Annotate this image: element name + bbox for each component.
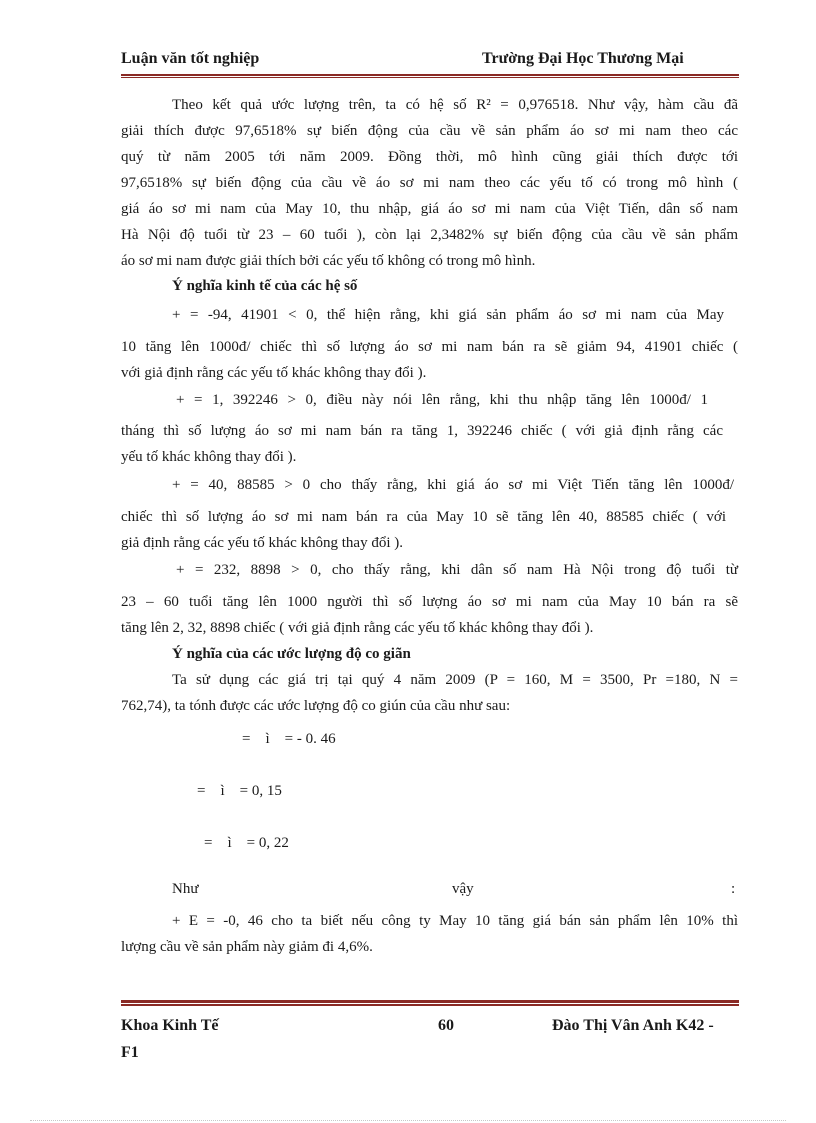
para1-line-1: Theo kết quả ước lượng trên, ta có hệ số R² = 0,976518. Như vậy, hàm cầu đã	[172, 97, 738, 113]
para1-line-2: giải thích được 97,6518% sự biến động của cầu về sản phẩm áo sơ mi nam theo các	[121, 123, 738, 139]
coef1-line-3: với giả định rằng các yếu tố khác không thay đổi ).	[121, 365, 427, 381]
header-right: Trường Đại Học Thương Mại	[482, 50, 684, 67]
para1-line-6: Hà Nội độ tuổi từ 23 – 60 tuổi ), còn lại 2,3482% sự biến động của cầu về sản phẩm	[121, 227, 738, 243]
para2-line-2: 762,74), ta tónh được các ước lượng độ co giún của cầu như sau:	[121, 698, 511, 714]
elasticity-eq-price: = ì = - 0. 46	[242, 731, 336, 747]
coef2-line-3: yếu tố khác không thay đổi ).	[121, 449, 297, 465]
coef4-line-2: 23 – 60 tuổi tăng lên 1000 người thì số lượng áo sơ mi nam của May 10 bán ra sẽ	[121, 594, 738, 610]
coef3-line-2: chiếc thì số lượng áo sơ mi nam bán ra của May 10 sẽ tăng lên 40, 88585 chiếc ( với	[121, 509, 726, 525]
header-rule	[121, 74, 739, 78]
para1-line-4: 97,6518% sự biến động của cầu về áo sơ mi nam theo các yếu tố có trong mô hình (	[121, 175, 738, 191]
heading-economic-meaning: Ý nghĩa kinh tế của các hệ số	[172, 278, 358, 294]
coef4-line-1: + = 232, 8898 > 0, cho thấy rằng, khi dân số nam Hà Nội trong độ tuổi từ	[176, 562, 738, 578]
footer-continuation: F1	[121, 1044, 139, 1061]
footer-right: Đào Thị Vân Anh K42 -	[552, 1017, 714, 1034]
coef3-line-1: + = 40, 88585 > 0 cho thấy rằng, khi giá áo sơ mi Việt Tiến tăng lên 1000đ/	[172, 477, 734, 493]
para1-line-5: giá áo sơ mi nam của May 10, thu nhập, giá áo sơ mi nam của Việt Tiến, dân số nam	[121, 201, 738, 217]
para1-line-7: áo sơ mi nam được giải thích bởi các yếu tố không có trong mô hình.	[121, 253, 536, 269]
footer-rule	[121, 1000, 739, 1006]
coef3-line-3: giả định rằng các yếu tố khác không thay đổi ).	[121, 535, 403, 551]
coef2-line-1: + = 1, 392246 > 0, điều này nói lên rằng, khi thu nhập tăng lên 1000đ/ 1	[176, 392, 708, 408]
bottom-dotted-divider	[30, 1120, 786, 1121]
footer-left: Khoa Kinh Tế	[121, 1017, 219, 1034]
header-left: Luận văn tốt nghiệp	[121, 50, 260, 67]
nhu-vay-word-2: vậy	[452, 881, 474, 897]
coef4-line-3: tăng lên 2, 32, 8898 chiếc ( với giả định rằng các yếu tố khác không thay đổi ).	[121, 620, 594, 636]
elasticity-eq-cross: = ì = 0, 22	[204, 835, 289, 851]
para3-line-1: + E = -0, 46 cho ta biết nếu công ty May 10 tăng giá bán sản phẩm lên 10% thì	[172, 913, 738, 929]
nhu-vay-colon: :	[731, 881, 736, 897]
nhu-vay-word-1: Như	[172, 881, 199, 897]
coef1-line-1: + = -94, 41901 < 0, thể hiện rằng, khi giá sản phẩm áo sơ mi nam của May	[172, 307, 724, 323]
para1-line-3: quý từ năm 2005 tới năm 2009. Đồng thời, mô hình cũng giải thích được tới	[121, 149, 738, 165]
elasticity-eq-income: = ì = 0, 15	[197, 783, 282, 799]
footer-page-number: 60	[438, 1017, 454, 1034]
para2-line-1: Ta sử dụng các giá trị tại quý 4 năm 2009 (P = 160, M = 3500, Pr =180, N =	[172, 672, 738, 688]
heading-elasticity: Ý nghĩa của các ước lượng độ co giãn	[172, 646, 411, 662]
para3-line-2: lượng cầu về sản phẩm này giảm đi 4,6%.	[121, 939, 373, 955]
coef1-line-2: 10 tăng lên 1000đ/ chiếc thì số lượng áo sơ mi nam bán ra sẽ giảm 94, 41901 chiếc (	[121, 339, 738, 355]
coef2-line-2: tháng thì số lượng áo sơ mi nam bán ra tăng 1, 392246 chiếc ( với giả định rằng các	[121, 423, 723, 439]
